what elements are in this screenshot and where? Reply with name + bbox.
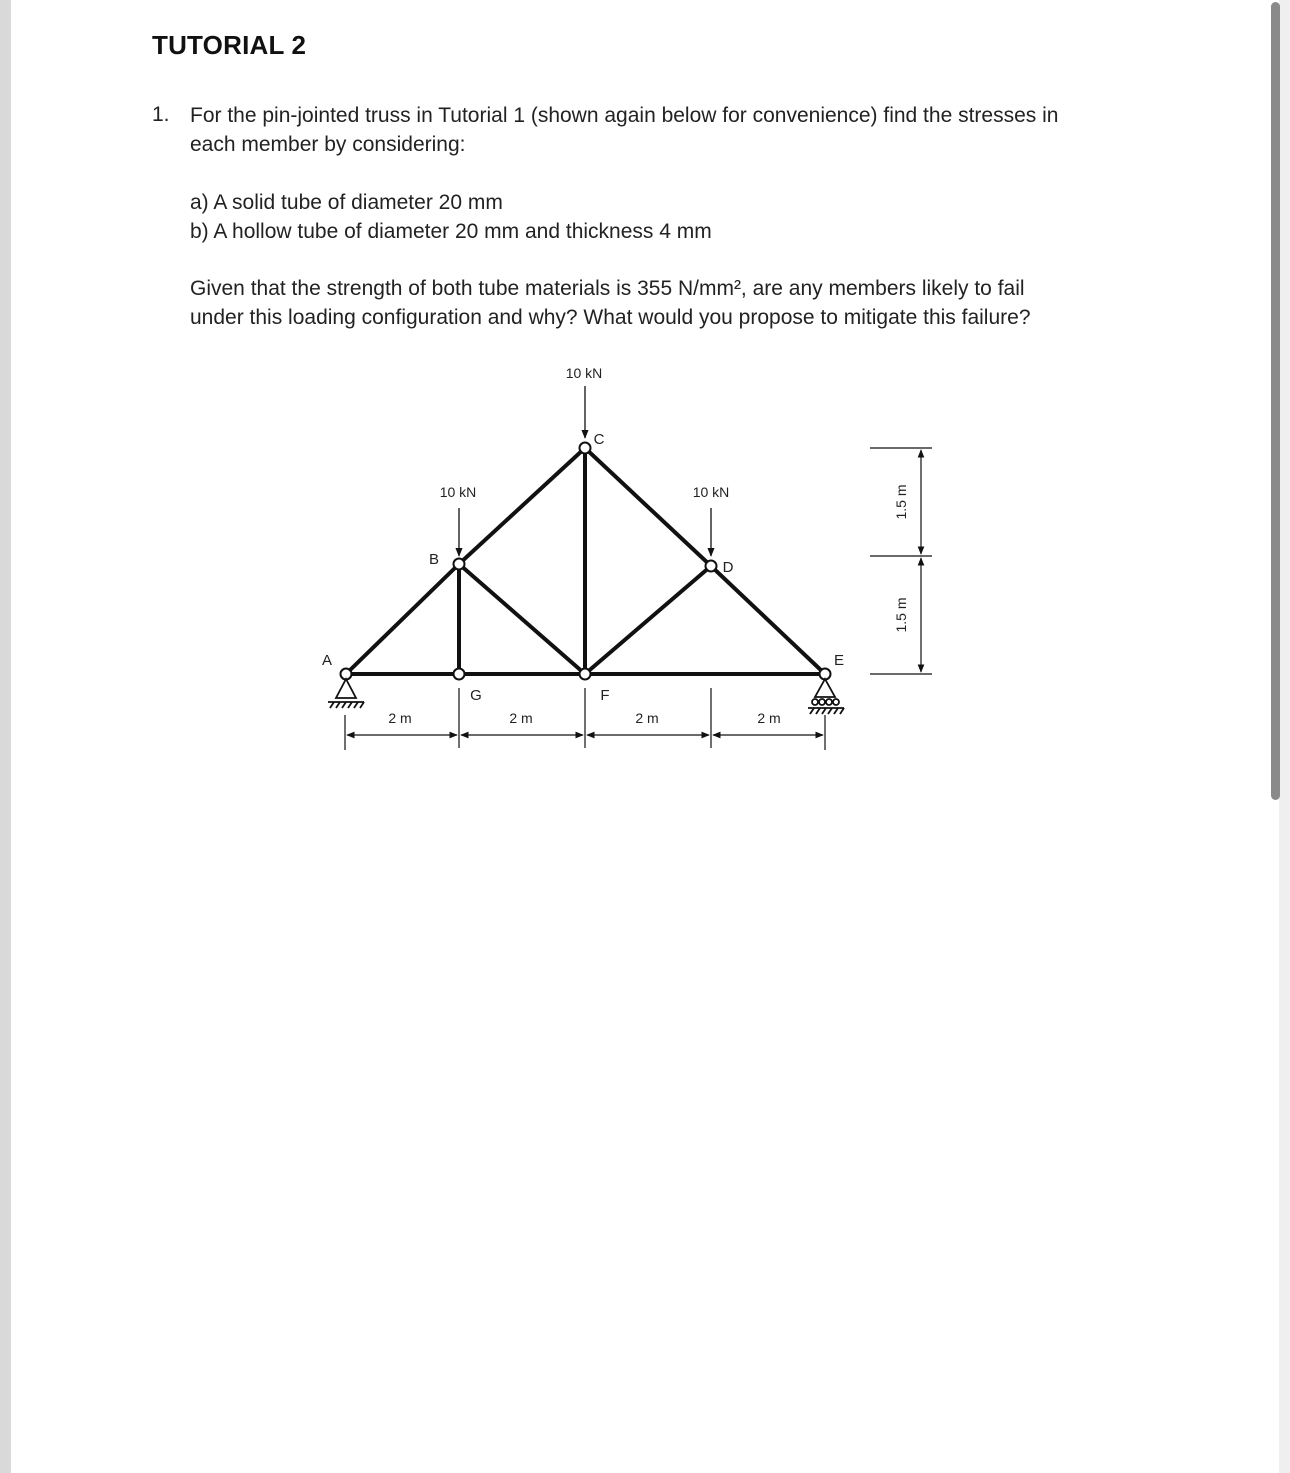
node-label-g: G (470, 687, 482, 704)
node-label-d: D (722, 559, 734, 576)
member-ab (346, 564, 459, 674)
load-label-b: 10 kN (439, 484, 477, 500)
pin-support-icon (328, 679, 364, 708)
span-dimensions (345, 688, 825, 750)
given-line-1: Given that the strength of both tube materials is 355 N/mm², are any members likely to fail (190, 277, 1025, 300)
height-label-1: 1.5 m (893, 484, 909, 520)
option-a: a) A solid tube of diameter 20 mm (190, 191, 503, 214)
roller-support-icon (808, 679, 844, 714)
member-bc (459, 448, 585, 564)
joint-b (454, 559, 465, 570)
span-label-2: 2 m (509, 710, 533, 726)
truss-members (346, 448, 825, 674)
node-label-c: C (593, 431, 605, 448)
height-dimensions (870, 448, 932, 674)
joint-c (580, 443, 591, 454)
load-label-c: 10 kN (565, 365, 603, 381)
load-label-d: 10 kN (692, 484, 730, 500)
node-label-e: E (833, 652, 845, 669)
joint-d (706, 561, 717, 572)
member-df (585, 566, 711, 674)
question-line-1: For the pin-jointed truss in Tutorial 1 (shown again below for convenience) find the stresses in (190, 104, 1059, 127)
page-title: TUTORIAL 2 (152, 30, 307, 60)
member-bf (459, 564, 585, 674)
node-label-a: A (321, 652, 333, 669)
span-label-4: 2 m (757, 710, 781, 726)
joint-f (580, 669, 591, 680)
option-b: b) A hollow tube of diameter 20 mm and thickness 4 mm (190, 219, 712, 243)
span-label-3: 2 m (635, 710, 659, 726)
member-cd (585, 448, 711, 566)
node-label-f: F (600, 687, 610, 704)
joint-g (454, 669, 465, 680)
member-de (711, 566, 825, 674)
question-line-2: each member by considering: (190, 132, 466, 156)
span-label-1: 2 m (388, 710, 412, 726)
height-label-2: 1.5 m (893, 597, 909, 633)
question-number: 1. (152, 103, 170, 126)
node-label-b: B (428, 551, 440, 568)
given-line-2: under this loading configuration and why? What would you propose to mitigate this failure? (190, 305, 1031, 329)
